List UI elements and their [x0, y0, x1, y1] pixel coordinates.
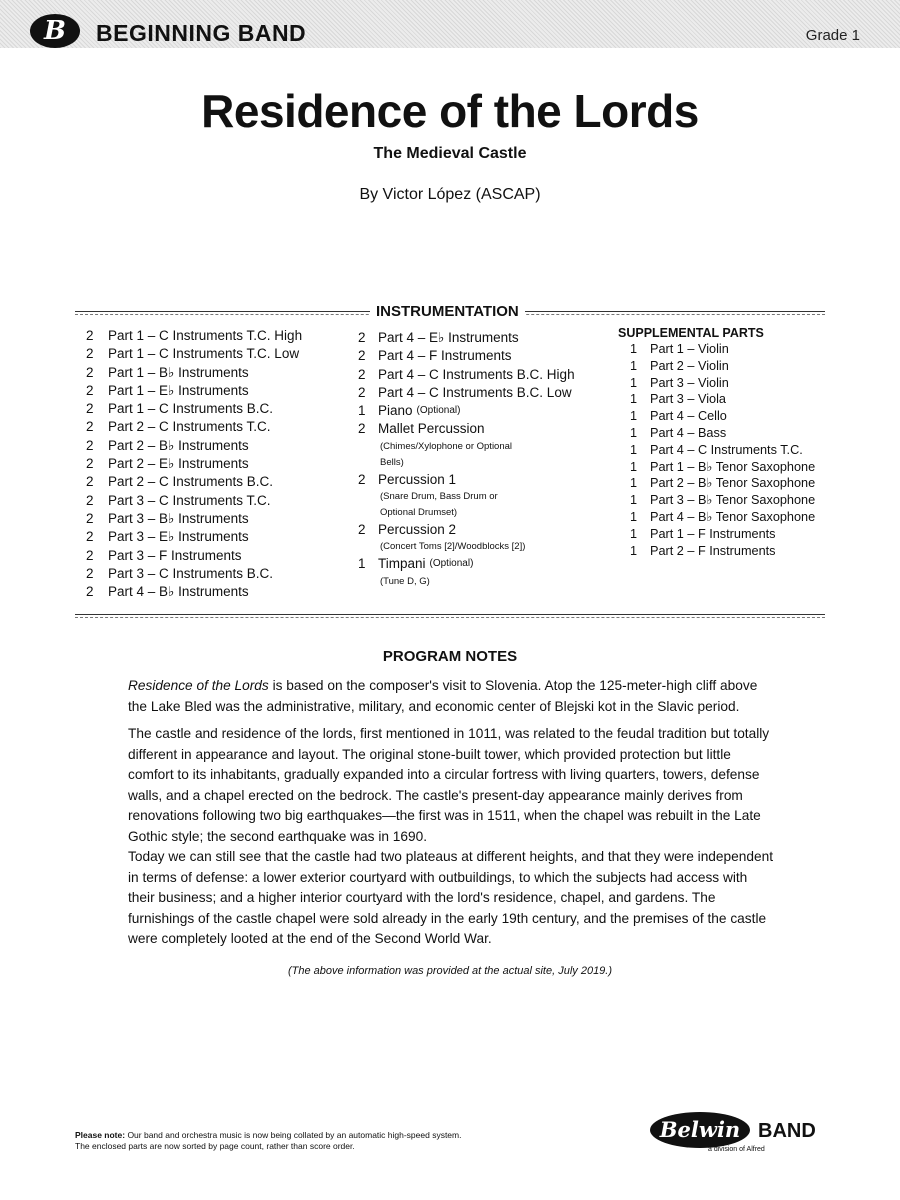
part-name: Part 4 – Cello — [650, 409, 727, 424]
belwin-band-word: BAND — [758, 1120, 816, 1142]
instrumentation-heading: INSTRUMENTATION — [370, 303, 525, 320]
part-row — [86, 437, 302, 455]
part-note: (Concert Toms [2]/Woodblocks [2]) — [380, 541, 526, 553]
piece-title: Residence of the Lords — [201, 85, 699, 137]
part-name: Part 3 – Viola — [650, 392, 726, 407]
note-label: Please note: — [75, 1130, 126, 1140]
part-row — [86, 473, 302, 491]
part-quantity: 2 — [358, 366, 366, 382]
part-row — [86, 345, 302, 363]
part-row — [86, 492, 302, 510]
part-quantity: 2 — [86, 584, 94, 600]
part-row — [630, 492, 815, 509]
supplemental-parts-column — [618, 326, 816, 559]
collation-note — [75, 1130, 555, 1152]
part-name: Part 2 – E♭ Instruments — [108, 456, 249, 472]
part-row — [630, 425, 815, 442]
part-note: (Snare Drum, Bass Drum or — [380, 491, 498, 503]
part-name: Part 4 – Bass — [650, 425, 727, 440]
belwin-division: a division of Alfred — [708, 1146, 765, 1153]
piece-title-italic: Residence of the Lords — [128, 678, 269, 693]
part-quantity: 2 — [86, 456, 94, 472]
part-quantity: 1 — [630, 358, 638, 373]
part-row — [358, 555, 575, 573]
instrumentation-column-1 — [86, 327, 302, 601]
part-quantity: 1 — [630, 392, 638, 407]
part-row — [630, 459, 815, 476]
beginning-band-logo: B — [30, 14, 80, 48]
part-name: Timpani — [378, 556, 426, 572]
part-name: Part 4 – F Instruments — [378, 348, 512, 364]
part-name: Part 1 – B♭ Instruments — [108, 364, 249, 380]
optional-tag: (Optional) — [416, 405, 461, 417]
part-note: (Tune D, G) — [380, 575, 430, 587]
optional-tag: (Optional) — [429, 558, 474, 570]
part-row — [86, 418, 302, 436]
composer-credit: By Victor López (ASCAP) — [359, 186, 541, 203]
part-name: Piano — [378, 403, 413, 419]
program-notes-paragraph-3: Today we can still see that the castle had two plateaus at different heights, and that they were independent in terms of defense: a lower exterior courtyard with outbuildings, to which the subjects had access with their business; and a higher interior courtyard with the lord's residence, chapel, and gardens. The furnishings of the castle chapel were sold already in the early 19th century, and the premises of the castle were completely looted at the end of the Second World War. — [128, 849, 774, 946]
part-row — [86, 583, 302, 601]
part-quantity: 1 — [630, 476, 638, 491]
part-quantity: 2 — [358, 330, 366, 345]
part-quantity: 1 — [630, 493, 638, 508]
part-quantity: 1 — [630, 526, 638, 541]
part-quantity: 1 — [630, 409, 638, 424]
part-row — [630, 475, 815, 492]
part-quantity: 2 — [86, 364, 94, 380]
part-row — [86, 400, 302, 418]
part-name: Part 3 – Violin — [650, 375, 729, 390]
part-row — [630, 358, 815, 375]
part-name: Part 3 – E♭ Instruments — [108, 529, 249, 545]
part-quantity: 2 — [86, 510, 94, 526]
part-name: Part 3 – C Instruments T.C. — [108, 492, 271, 508]
instrumentation-column-2 — [358, 329, 575, 590]
part-quantity: 2 — [86, 492, 94, 508]
part-quantity: 2 — [358, 348, 366, 364]
part-name: Part 4 – B♭ Tenor Saxophone — [650, 509, 816, 524]
part-name: Part 2 – B♭ Instruments — [108, 437, 249, 453]
part-row — [630, 543, 815, 560]
part-name: Part 1 – F Instruments — [650, 526, 776, 541]
part-row — [86, 364, 302, 382]
part-row — [358, 347, 575, 365]
part-name: Part 3 – B♭ Tenor Saxophone — [650, 493, 816, 508]
part-name: Percussion 1 — [378, 471, 457, 487]
part-name: Part 4 – B♭ Instruments — [108, 584, 249, 600]
header-band — [0, 0, 900, 48]
part-quantity: 2 — [86, 437, 94, 453]
part-note: Optional Drumset) — [380, 507, 458, 519]
note-line-2: The enclosed parts are now sorted by page count, rather than score order. — [75, 1141, 355, 1151]
part-name: Part 2 – F Instruments — [650, 543, 776, 558]
part-name: Part 1 – E♭ Instruments — [108, 382, 249, 398]
part-quantity: 2 — [86, 401, 94, 417]
part-name: Part 4 – E♭ Instruments — [378, 330, 519, 345]
part-row — [630, 391, 815, 408]
part-quantity: 1 — [630, 425, 638, 440]
belwin-script: Belwin — [650, 1112, 750, 1148]
part-row — [630, 442, 815, 459]
part-name: Part 4 – C Instruments B.C. High — [378, 366, 575, 382]
part-row — [358, 420, 575, 438]
part-row — [630, 341, 815, 358]
program-notes-heading: PROGRAM NOTES — [382, 648, 518, 665]
part-quantity: 2 — [358, 522, 366, 538]
part-name: Part 4 – C Instruments T.C. — [650, 442, 803, 457]
part-row — [358, 521, 575, 539]
part-name: Part 2 – C Instruments T.C. — [108, 419, 271, 435]
part-row — [86, 565, 302, 583]
notes-rule — [75, 614, 825, 618]
program-notes-paragraph-1 — [128, 676, 774, 717]
part-name: Mallet Percussion — [378, 421, 485, 437]
piece-subtitle: The Medieval Castle — [373, 145, 527, 162]
supplemental-heading: SUPPLEMENTAL PARTS — [618, 326, 764, 340]
part-row — [630, 526, 815, 543]
part-name: Part 2 – C Instruments B.C. — [108, 474, 274, 490]
part-name: Part 4 – C Instruments B.C. Low — [378, 384, 572, 400]
part-row — [630, 375, 815, 392]
part-row — [630, 408, 815, 425]
grade-label: Grade 1 — [805, 27, 860, 44]
part-quantity: 2 — [86, 419, 94, 435]
part-row — [358, 329, 575, 347]
part-name: Part 3 – C Instruments B.C. — [108, 565, 274, 581]
part-name: Part 3 – B♭ Instruments — [108, 510, 249, 526]
part-row — [358, 471, 575, 489]
note-line-1: Our band and orchestra music is now being collated by an automatic high-speed system. — [125, 1130, 462, 1140]
part-quantity: 2 — [358, 384, 366, 400]
part-row — [358, 366, 575, 384]
part-row — [630, 509, 815, 526]
part-quantity: 2 — [86, 474, 94, 490]
part-row — [86, 510, 302, 528]
part-name: Percussion 2 — [378, 522, 457, 538]
part-quantity: 1 — [630, 543, 638, 558]
part-name: Part 1 – C Instruments T.C. Low — [108, 346, 300, 362]
part-quantity: 1 — [630, 459, 638, 474]
part-row — [86, 327, 302, 345]
part-quantity: 2 — [86, 328, 94, 343]
part-note: Bells) — [380, 456, 404, 468]
part-row — [86, 382, 302, 400]
part-row — [86, 455, 302, 473]
part-quantity: 1 — [630, 509, 638, 524]
part-name: Part 3 – F Instruments — [108, 547, 242, 563]
part-name: Part 2 – B♭ Tenor Saxophone — [650, 476, 816, 491]
source-credit: (The above information was provided at the actual site, July 2019.) — [287, 965, 613, 977]
part-row — [86, 528, 302, 546]
part-quantity: 1 — [630, 442, 638, 457]
part-quantity: 2 — [86, 565, 94, 581]
part-row — [86, 547, 302, 565]
belwin-band-logo — [650, 1110, 830, 1154]
part-name: Part 1 – B♭ Tenor Saxophone — [650, 459, 816, 474]
part-quantity: 1 — [630, 375, 638, 390]
part-row — [358, 384, 575, 402]
part-quantity: 2 — [358, 421, 366, 437]
part-quantity: 2 — [86, 529, 94, 545]
part-quantity: 2 — [86, 382, 94, 398]
part-name: Part 1 – Violin — [650, 342, 729, 356]
paragraph-1-text: is based on the composer's visit to Slovenia. Atop the 125-meter-high cliff above the Lake Bled was the administrative, military, and economic center of Blejski kot in the Slavic period. — [128, 678, 758, 714]
part-name: Part 1 – C Instruments B.C. — [108, 401, 274, 417]
series-name: BEGINNING BAND — [96, 20, 307, 46]
part-quantity: 1 — [358, 556, 366, 572]
part-name: Part 1 – C Instruments T.C. High — [108, 328, 303, 343]
part-quantity: 2 — [358, 471, 366, 487]
part-quantity: 1 — [358, 403, 366, 419]
part-note: (Chimes/Xylophone or Optional — [380, 440, 513, 452]
program-notes-paragraph-2: The castle and residence of the lords, first mentioned in 1011, was related to the feudal tradition but totally different in appearance and layout. The original stone-built tower, which provided protection but little comfort to its inhabitants, gradually expanded into a circular fortress with living quarters, towers, defense walls, and a chapel erected on the bedrock. The castle's present-day appearance mainly derives from renovations following two big earthquakes—the first was in 1511, when the chapel was rebuilt in the Late Gothic style; the second earthquake was in 1690. — [128, 726, 770, 844]
part-quantity: 1 — [630, 342, 638, 356]
part-row — [358, 402, 575, 420]
part-name: Part 2 – Violin — [650, 358, 729, 373]
part-quantity: 2 — [86, 346, 94, 362]
part-quantity: 2 — [86, 547, 94, 563]
